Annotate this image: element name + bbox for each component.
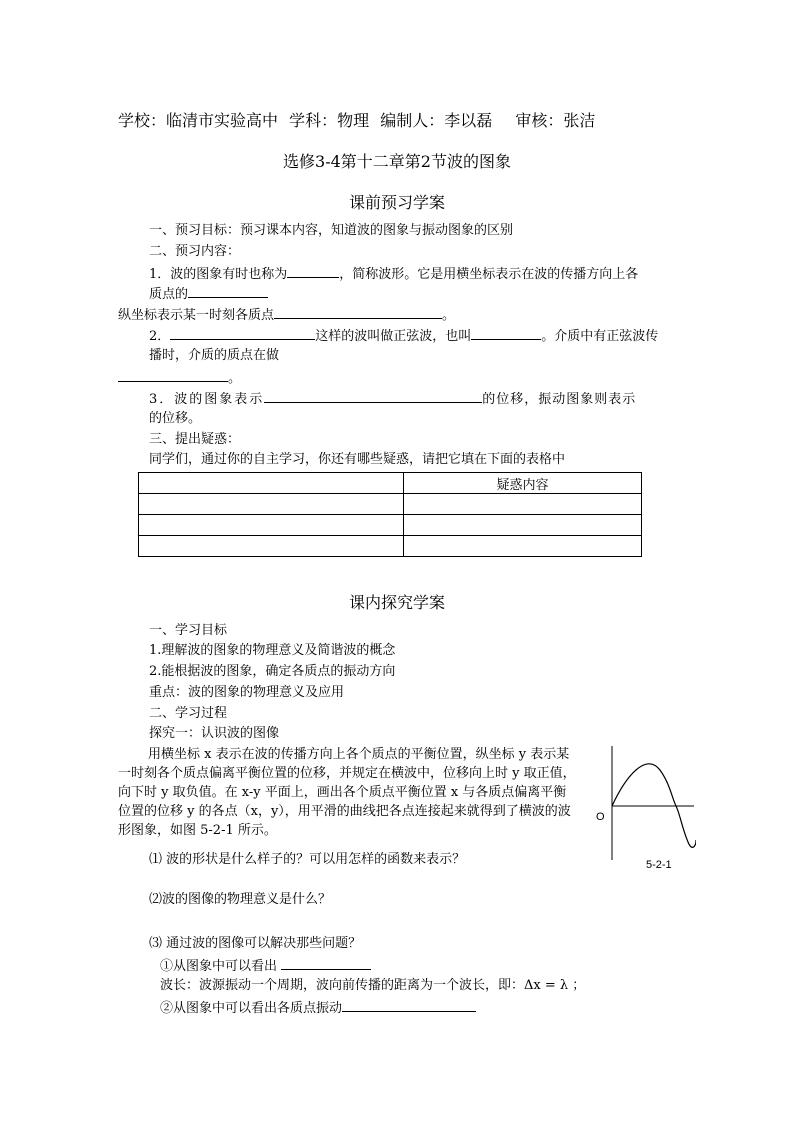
- blank-1b[interactable]: [188, 284, 268, 298]
- table-cell[interactable]: [139, 536, 404, 557]
- doubt-table: [138, 472, 642, 557]
- table-cell[interactable]: [404, 515, 642, 536]
- question-1-line1: 1．波的图象有时也称为 ，简称波形。它是用横坐标表示在波的传播方向上各: [149, 264, 638, 284]
- wave-figure: [596, 742, 696, 872]
- header-reviewer: 审核：张洁: [515, 111, 596, 130]
- blank-c1[interactable]: [281, 956, 371, 970]
- header-line: [118, 108, 595, 131]
- page-title: 选修3-4第十二章第2节波的图象: [283, 152, 511, 171]
- question-2-line3: 。: [118, 368, 241, 388]
- goal-2: 2.能根据波的图象，确定各质点的振动方向: [149, 664, 396, 679]
- blank-2b[interactable]: [471, 326, 541, 340]
- wave-paragraph: 用横坐标 x 表示在波的传播方向上各个质点的平衡位置，纵坐标 y 表示某一时刻各个质点偏离平衡位置的位移，并规定在横波中，位移向上时 y 取正值，向下时 y 取负值。在 x-y 平面上，画出各个质点平衡位置 x 与各质点偏离平衡位置的位移 y 的各点（x，y），用平滑的曲线把各点连接起来就得到了横波的波形图象，如图 5-2-1 所示。: [118, 747, 576, 838]
- origin-label: O: [596, 811, 605, 823]
- question-2-line2: 播时，介质的质点在做: [149, 348, 280, 363]
- question-3-line2: 的位移。: [149, 411, 202, 426]
- question-2-line1: 2． 这样的波叫做正弦波，也叫 。介质中有正弦波传: [149, 326, 658, 346]
- question-3-line1: 3．波的图象表示 的位移，振动图象则表示: [149, 389, 636, 409]
- table-row: [139, 515, 642, 536]
- header-school: 学校：临清市实验高中: [118, 111, 279, 130]
- table-header-cell: 疑惑内容: [404, 473, 642, 494]
- header-subject: 学科：物理: [289, 111, 370, 130]
- table-cell[interactable]: [139, 494, 404, 515]
- header-editor: 编制人：李以磊: [380, 111, 493, 130]
- goal-label: 一、学习目标: [149, 623, 228, 638]
- blank-c2[interactable]: [342, 998, 476, 1012]
- blank-3a[interactable]: [264, 389, 482, 403]
- preview-goal: 一、预习目标：预习课本内容，知道波的图象与振动图象的区别: [149, 223, 514, 238]
- inclass-heading: 课内探究学案: [348, 593, 445, 612]
- preview-content-label: 二、预习内容：: [149, 244, 241, 259]
- key-point: 重点：波的图象的物理意义及应用: [149, 685, 345, 700]
- figure-caption: 5-2-1: [646, 859, 672, 871]
- doubt-label: 三、提出疑惑：: [149, 432, 241, 447]
- question-a: ⑴ 波的形状是什么样子的？可以用怎样的函数来表示？: [149, 852, 466, 867]
- question-c: ⑶ 通过波的图像可以解决那些问题？: [149, 936, 362, 951]
- blank-2a[interactable]: [170, 326, 315, 340]
- blank-2c[interactable]: [118, 368, 228, 382]
- blank-1a[interactable]: [287, 264, 339, 278]
- question-1-line2: 质点的: [149, 284, 268, 304]
- doubt-text: 同学们，通过你的自主学习，你还有哪些疑惑，请把它填在下面的表格中: [149, 452, 566, 467]
- table-header-cell: [139, 473, 404, 494]
- explore-1: 探究一：认识波的图像: [149, 726, 280, 741]
- table-row: [139, 494, 642, 515]
- wavelength-line: 波长：波源振动一个周期，波向前传播的距离为一个波长，即：Δx = λ ；: [160, 978, 586, 993]
- table-header-row: [139, 473, 642, 494]
- question-b: ⑵波的图像的物理意义是什么？: [149, 892, 332, 907]
- answer-c2: ②从图象中可以看出各质点振动: [160, 998, 476, 1018]
- goal-1: 1.理解波的图象的物理意义及简谐波的概念: [149, 643, 396, 658]
- process-label: 二、学习过程: [149, 706, 228, 721]
- table-cell[interactable]: [404, 536, 642, 557]
- preview-heading: 课前预习学案: [348, 193, 445, 212]
- table-cell[interactable]: [404, 494, 642, 515]
- blank-1c[interactable]: [274, 305, 442, 319]
- question-1-line3: 纵坐标表示某一时刻各质点 。: [118, 305, 455, 325]
- answer-c1: ①从图象中可以看出: [160, 956, 371, 976]
- table-cell[interactable]: [139, 515, 404, 536]
- table-row: [139, 536, 642, 557]
